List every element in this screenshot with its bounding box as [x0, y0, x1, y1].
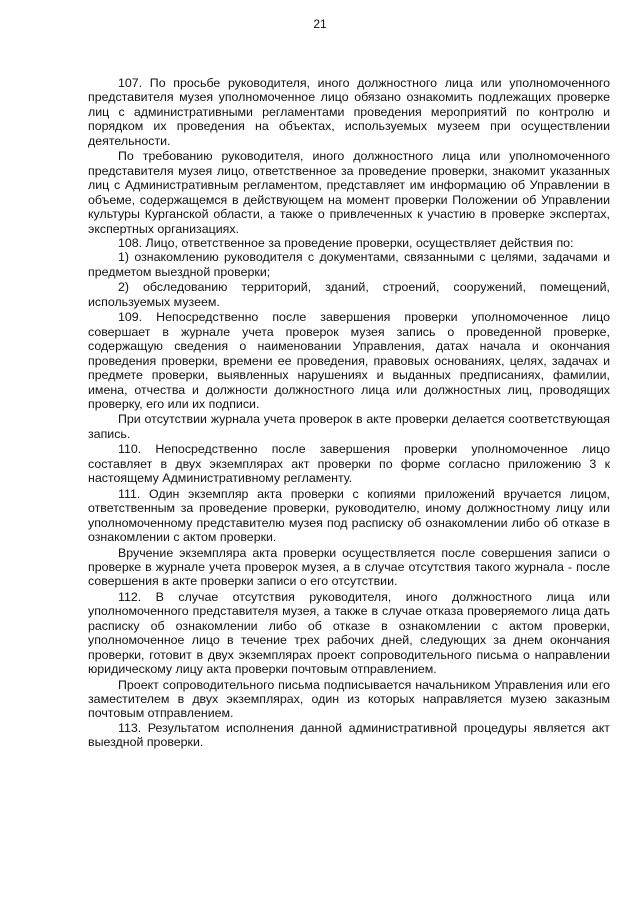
paragraph-109-continued: При отсутствии журнала учета проверок в акте проверки делается соответствующая запись.	[88, 412, 610, 441]
paragraph-107-continued: По требованию руководителя, иного должностного лица или уполномоченного представителя музея лицо, ответственное за проведение проверки, знакомит указанных лиц с Административным регламентом, представляет им информацию об Управлении в объеме, содержащемся в действующем на момент проверки Положении об Управлении культуры Курганской области, а также о привлеченных к участию в проверке экспертах, экспертных организациях.	[88, 149, 610, 236]
paragraph-107: 107. По просьбе руководителя, иного должностного лица или уполномоченного представителя музея уполномоченное лицо обязано ознакомить подлежащих проверке лиц с административными регламентами проведения мероприятий по контролю и порядком их проведения на объектах, используемых музеем при осуществлении деятельности.	[88, 76, 610, 148]
paragraph-111: 111. Один экземпляр акта проверки с копиями приложений вручается лицом, ответственным за проведение проверки, руководителю, иному должностному лицу или уполномоченному представителю музея под расписку об ознакомлении либо об отказе в ознакомлении с актом проверки.	[88, 486, 610, 545]
paragraph-110: 110. Непосредственно после завершения проверки уполномоченное лицо составляет в двух экземплярах акт проверки по форме согласно приложению 3 к настоящему Административному регламенту.	[88, 442, 610, 486]
paragraph-108: 108. Лицо, ответственное за проведение проверки, осуществляет действия по:	[118, 235, 574, 250]
paragraph-113: 113. Результатом исполнения данной административной процедуры является акт выездной проверки.	[88, 720, 610, 750]
paragraph-112: 112. В случае отсутствия руководителя, иного должностного лица или уполномоченного представителя музея, а также в случае отказа проверяемого лица дать расписку об ознакомлении либо об отказе в ознакомлении с актом проверки, уполномоченное лицо в течение трех рабочих дней, следующих за днем окончания проверки, готовит в двух экземплярах проект сопроводительного письма о направлении юридическому лицу акта проверки почтовым отправлением.	[88, 589, 610, 677]
paragraph-109: 109. Непосредственно после завершения проверки уполномоченное лицо совершает в журнале учета проверок музея запись о проведенной проверке, содержащую сведения о наименовании Управления, датах начала и окончания проведения проверки, времени ее проведения, правовых основаниях, целях, задачах и предмете проверки, выявленных нарушениях и выданных предписаниях, фамилии, имена, отчества и должности должностного лица или должностных лиц, проводящих проверку, его или их подписи.	[88, 310, 610, 411]
document-body	[88, 76, 610, 750]
paragraph-112-continued: Проект сопроводительного письма подписывается начальником Управления или его заместителем в двух экземплярах, один из которых направляется музею заказным почтовым отправлением.	[88, 677, 610, 721]
paragraph-108-item-2: 2) обследованию территорий, зданий, строений, сооружений, помещений, используемых музеем.	[88, 280, 610, 309]
paragraph-111-continued: Вручение экземпляра акта проверки осуществляется после совершения записи о проверке в журнале учета проверок музея, а в случае отсутствия такого журнала - после совершения в акте проверки записи о его отсутствии.	[88, 545, 610, 589]
page-number: 21	[313, 17, 327, 31]
paragraph-108-item-1: 1) ознакомлению руководителя с документами, связанными с целями, задачами и предметом выездной проверки;	[88, 250, 610, 279]
